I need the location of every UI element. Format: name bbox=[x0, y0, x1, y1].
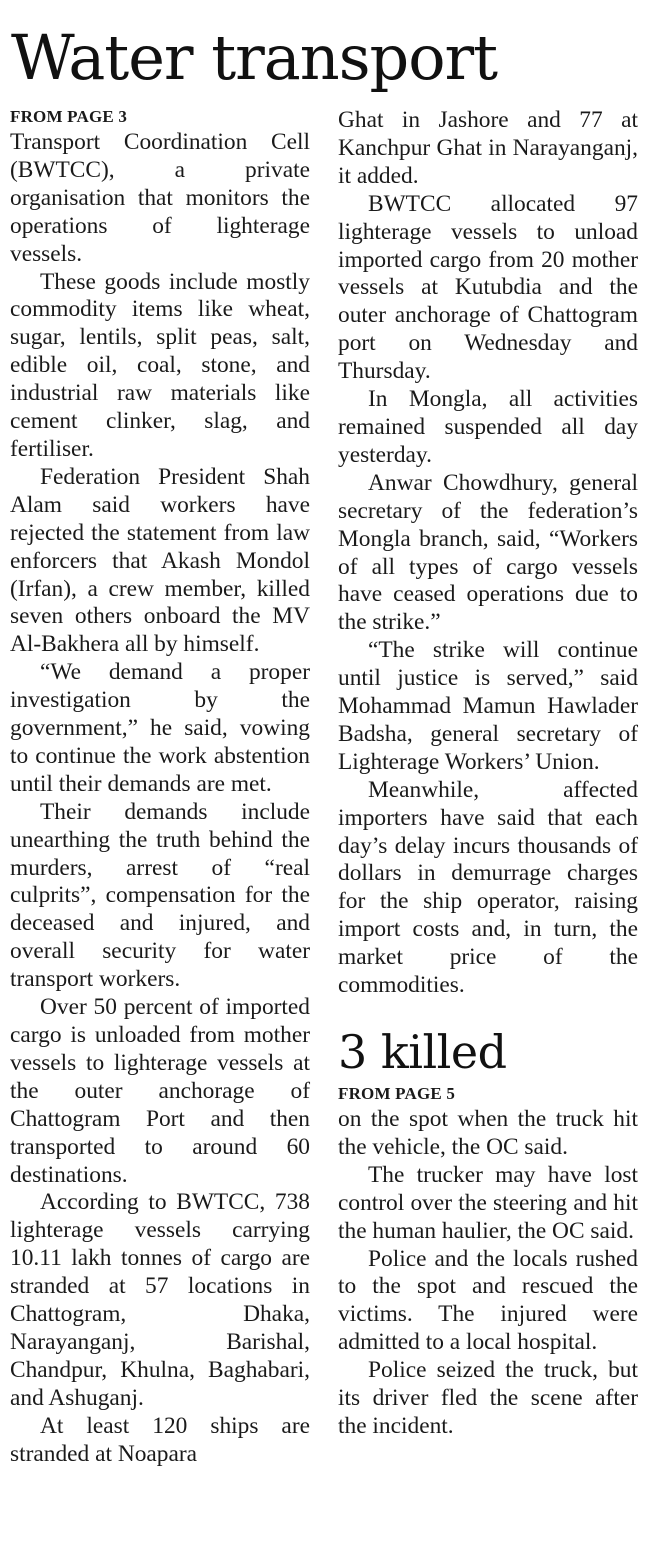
body-paragraph: Transport Coordination Cell (BWTCC), a private organisation that monitors the operations of lighterage vessels. bbox=[10, 129, 310, 267]
body-paragraph: At least 120 ships are stranded at Noapara bbox=[10, 1412, 310, 1467]
body-paragraph: Federation President Shah Alam said workers have rejected the statement from law enforcers that Akash Mondol (Irfan), a crew member, killed seven others onboard the MV Al-Bakhera all by himself. bbox=[10, 463, 310, 658]
left-column bbox=[10, 107, 310, 1469]
body-paragraph: Meanwhile, affected importers have said that each day’s delay incurs thousands of dollars in demurrage charges for the ship operator, raising import costs and, in turn, the market price of the commodities. bbox=[338, 776, 638, 999]
body-paragraph: Over 50 percent of imported cargo is unloaded from mother vessels to lighterage vessels at the outer anchorage of Chattogram Port and then transported to around 60 destinations. bbox=[10, 994, 310, 1188]
body-paragraph: Ghat in Jashore and 77 at Kanchpur Ghat in Narayanganj, it added. bbox=[338, 107, 638, 189]
continuation-kicker: FROM PAGE 3 bbox=[10, 107, 128, 126]
body-paragraph: These goods include mostly commodity items like wheat, sugar, lentils, split peas, salt, edible oil, coal, stone, and industrial raw materials like cement clinker, slag, and fertiliser. bbox=[10, 268, 310, 462]
body-paragraph: According to BWTCC, 738 lighterage vessels carrying 10.11 lakh tonnes of cargo are stranded at 57 locations in Chattogram, Dhaka, Narayanganj, Barishal, Chandpur, Khulna, Baghabari, and Ashuganj. bbox=[10, 1189, 310, 1411]
continuation-kicker: FROM PAGE 5 bbox=[338, 1084, 456, 1103]
body-paragraph: “We demand a proper investigation by the government,” he said, vowing to continue the work abstention until their demands are met. bbox=[10, 659, 310, 797]
article-headline-water-transport: Water transport bbox=[11, 21, 498, 94]
body-paragraph: The trucker may have lost control over the steering and hit the human haulier, the OC said. bbox=[338, 1161, 638, 1244]
body-paragraph: Police and the locals rushed to the spot and rescued the victims. The injured were admitted to a local hospital. bbox=[338, 1245, 638, 1356]
article-headline-3-killed: 3 killed bbox=[338, 1025, 507, 1079]
body-paragraph: BWTCC allocated 97 lighterage vessels to unload imported cargo from 20 mother vessels at Kutubdia and the outer anchorage of Chattogram port on Wednesday and Thursday. bbox=[338, 190, 638, 385]
body-paragraph: on the spot when the truck hit the vehicle, the OC said. bbox=[338, 1106, 638, 1160]
right-column bbox=[338, 107, 638, 1441]
body-paragraph: “The strike will continue until justice is served,” said Mohammad Mamun Hawlader Badsha, general secretary of Lighterage Workers’ Union. bbox=[338, 637, 638, 775]
body-paragraph: Their demands include unearthing the truth behind the murders, arrest of “real culprits”, compensation for the deceased and injured, and overall security for water transport workers. bbox=[10, 798, 310, 993]
body-paragraph: In Mongla, all activities remained suspended all day yesterday. bbox=[338, 386, 638, 468]
body-paragraph: Anwar Chowdhury, general secretary of the federation’s Mongla branch, said, “Workers of all types of cargo vessels have ceased operations due to the strike.” bbox=[338, 469, 638, 636]
body-paragraph: Police seized the truck, but its driver fled the scene after the incident. bbox=[338, 1357, 638, 1439]
